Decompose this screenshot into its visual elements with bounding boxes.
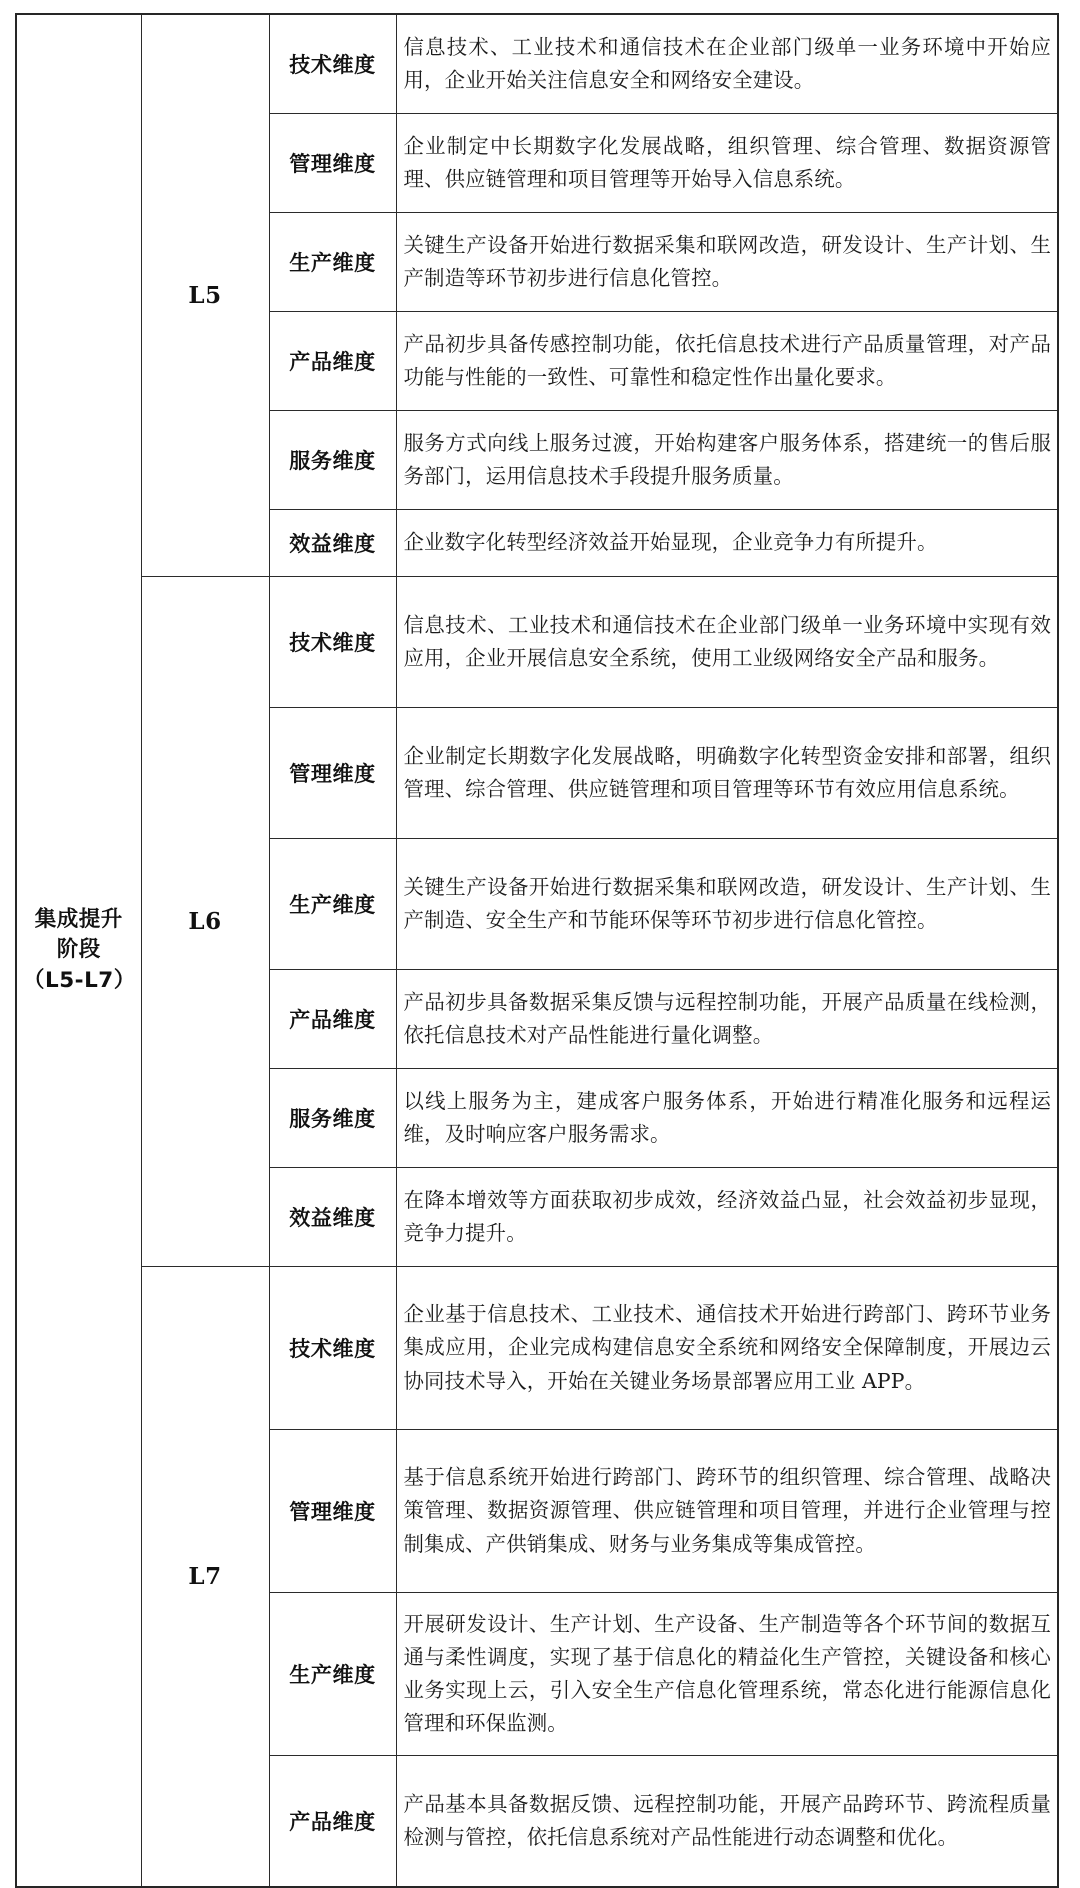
description-text: 服务方式向线上服务过渡，开始构建客户服务体系，搭建统一的售后服务部门，运用信息技术手段提升服务质量。: [403, 430, 1051, 488]
description-text: 企业基于信息技术、工业技术、通信技术开始进行跨部门、跨环节业务集成应用，企业完成构建信息安全系统和网络安全保障制度，开展边云协同技术导入，开始在关键业务场景部署应用工业 APP。: [403, 1302, 1051, 1393]
dimension-label: 效益维度: [289, 1206, 376, 1230]
dimension-cell: [269, 312, 396, 411]
dimension-label: 效益维度: [289, 532, 376, 556]
description-cell: [396, 1069, 1058, 1168]
description-text: 产品初步具备传感控制功能，依托信息技术进行产品质量管理，对产品功能与性能的一致性、可靠性和稳定性作出量化要求。: [403, 331, 1051, 389]
level-label: L7: [188, 1563, 222, 1590]
description-text: 关键生产设备开始进行数据采集和联网改造，研发设计、生产计划、生产制造、安全生产和节能环保等环节初步进行信息化管控。: [403, 874, 1051, 932]
dimension-cell: [269, 510, 396, 577]
description-text: 企业制定长期数字化发展战略，明确数字化转型资金安排和部署，组织管理、综合管理、供应链管理和项目管理等环节有效应用信息系统。: [403, 743, 1051, 801]
description-text: 信息技术、工业技术和通信技术在企业部门级单一业务环境中开始应用，企业开始关注信息安全和网络安全建设。: [403, 34, 1051, 92]
description-cell: [396, 114, 1058, 213]
dimension-cell: [269, 14, 396, 114]
description-text: 关键生产设备开始进行数据采集和联网改造，研发设计、生产计划、生产制造等环节初步进行信息化管控。: [403, 232, 1051, 290]
level-label: L6: [188, 908, 222, 935]
description-text: 产品初步具备数据采集反馈与远程控制功能，开展产品质量在线检测，依托信息技术对产品性能进行量化调整。: [403, 989, 1051, 1047]
description-text: 企业制定中长期数字化发展战略，组织管理、综合管理、数据资源管理、供应链管理和项目管理等开始导入信息系统。: [403, 133, 1051, 191]
dimension-cell: [269, 1430, 396, 1593]
dimension-cell: [269, 1168, 396, 1267]
dimension-label: 技术维度: [289, 1337, 376, 1361]
level-cell-l5: [141, 14, 269, 577]
description-cell: [396, 14, 1058, 114]
dimension-cell: [269, 577, 396, 708]
description-cell: [396, 1593, 1058, 1756]
dimension-cell: [269, 708, 396, 839]
maturity-level-table: [15, 13, 1059, 1888]
dimension-label: 服务维度: [289, 1107, 376, 1131]
stage-label: [17, 905, 141, 997]
stage-cell: [16, 14, 141, 1887]
description-cell: [396, 970, 1058, 1069]
description-cell: [396, 839, 1058, 970]
description-cell: [396, 411, 1058, 510]
description-cell: [396, 1756, 1058, 1888]
dimension-label: 服务维度: [289, 449, 376, 473]
description-cell: [396, 1168, 1058, 1267]
description-text: 在降本增效等方面获取初步成效，经济效益凸显，社会效益初步显现，竞争力提升。: [403, 1187, 1051, 1245]
level-cell-l7: [141, 1267, 269, 1888]
description-cell: [396, 1430, 1058, 1593]
dimension-label: 产品维度: [289, 1008, 376, 1032]
level-label: L5: [188, 282, 222, 309]
dimension-label: 产品维度: [289, 350, 376, 374]
stage-label-line2: 阶段: [56, 937, 101, 963]
dimension-label: 产品维度: [289, 1810, 376, 1834]
stage-label-line1: 集成提升: [34, 906, 123, 932]
dimension-cell: [269, 114, 396, 213]
dimension-label: 技术维度: [289, 53, 376, 77]
dimension-label: 生产维度: [289, 251, 376, 275]
level-cell-l6: [141, 577, 269, 1267]
description-text: 基于信息系统开始进行跨部门、跨环节的组织管理、综合管理、战略决策管理、数据资源管理、供应链管理和项目管理，并进行企业管理与控制集成、产供销集成、财务与业务集成等集成管控。: [403, 1465, 1051, 1556]
description-text: 企业数字化转型经济效益开始显现，企业竞争力有所提升。: [403, 530, 938, 555]
description-cell: [396, 1267, 1058, 1430]
dimension-label: 生产维度: [289, 893, 376, 917]
dimension-cell: [269, 1267, 396, 1430]
description-text: 产品基本具备数据反馈、远程控制功能，开展产品跨环节、跨流程质量检测与管控，依托信息系统对产品性能进行动态调整和优化。: [403, 1791, 1051, 1849]
table-row: [16, 14, 1058, 114]
dimension-label: 管理维度: [289, 152, 376, 176]
dimension-label: 技术维度: [289, 631, 376, 655]
dimension-label: 管理维度: [289, 1500, 376, 1524]
description-cell: [396, 510, 1058, 577]
dimension-cell: [269, 970, 396, 1069]
description-cell: [396, 577, 1058, 708]
dimension-cell: [269, 1593, 396, 1756]
stage-label-line3: （L5-L7）: [23, 967, 136, 993]
table-body: [16, 14, 1058, 1887]
dimension-label: 管理维度: [289, 762, 376, 786]
description-cell: [396, 312, 1058, 411]
dimension-cell: [269, 411, 396, 510]
dimension-cell: [269, 839, 396, 970]
dimension-cell: [269, 1069, 396, 1168]
dimension-cell: [269, 213, 396, 312]
description-cell: [396, 708, 1058, 839]
description-cell: [396, 213, 1058, 312]
description-text: 开展研发设计、生产计划、生产设备、生产制造等各个环节间的数据互通与柔性调度，实现了基于信息化的精益化生产管控，关键设备和核心业务实现上云，引入安全生产信息化管理系统，常态化进行能源信息化管理和环保监测。: [403, 1611, 1051, 1736]
table-row: [16, 1267, 1058, 1430]
dimension-cell: [269, 1756, 396, 1888]
description-text: 以线上服务为主，建成客户服务体系，开始进行精准化服务和远程运维，及时响应客户服务需求。: [403, 1088, 1051, 1146]
dimension-label: 生产维度: [289, 1663, 376, 1687]
table-row: [16, 577, 1058, 708]
description-text: 信息技术、工业技术和通信技术在企业部门级单一业务环境中实现有效应用，企业开展信息安全系统，使用工业级网络安全产品和服务。: [403, 612, 1051, 670]
